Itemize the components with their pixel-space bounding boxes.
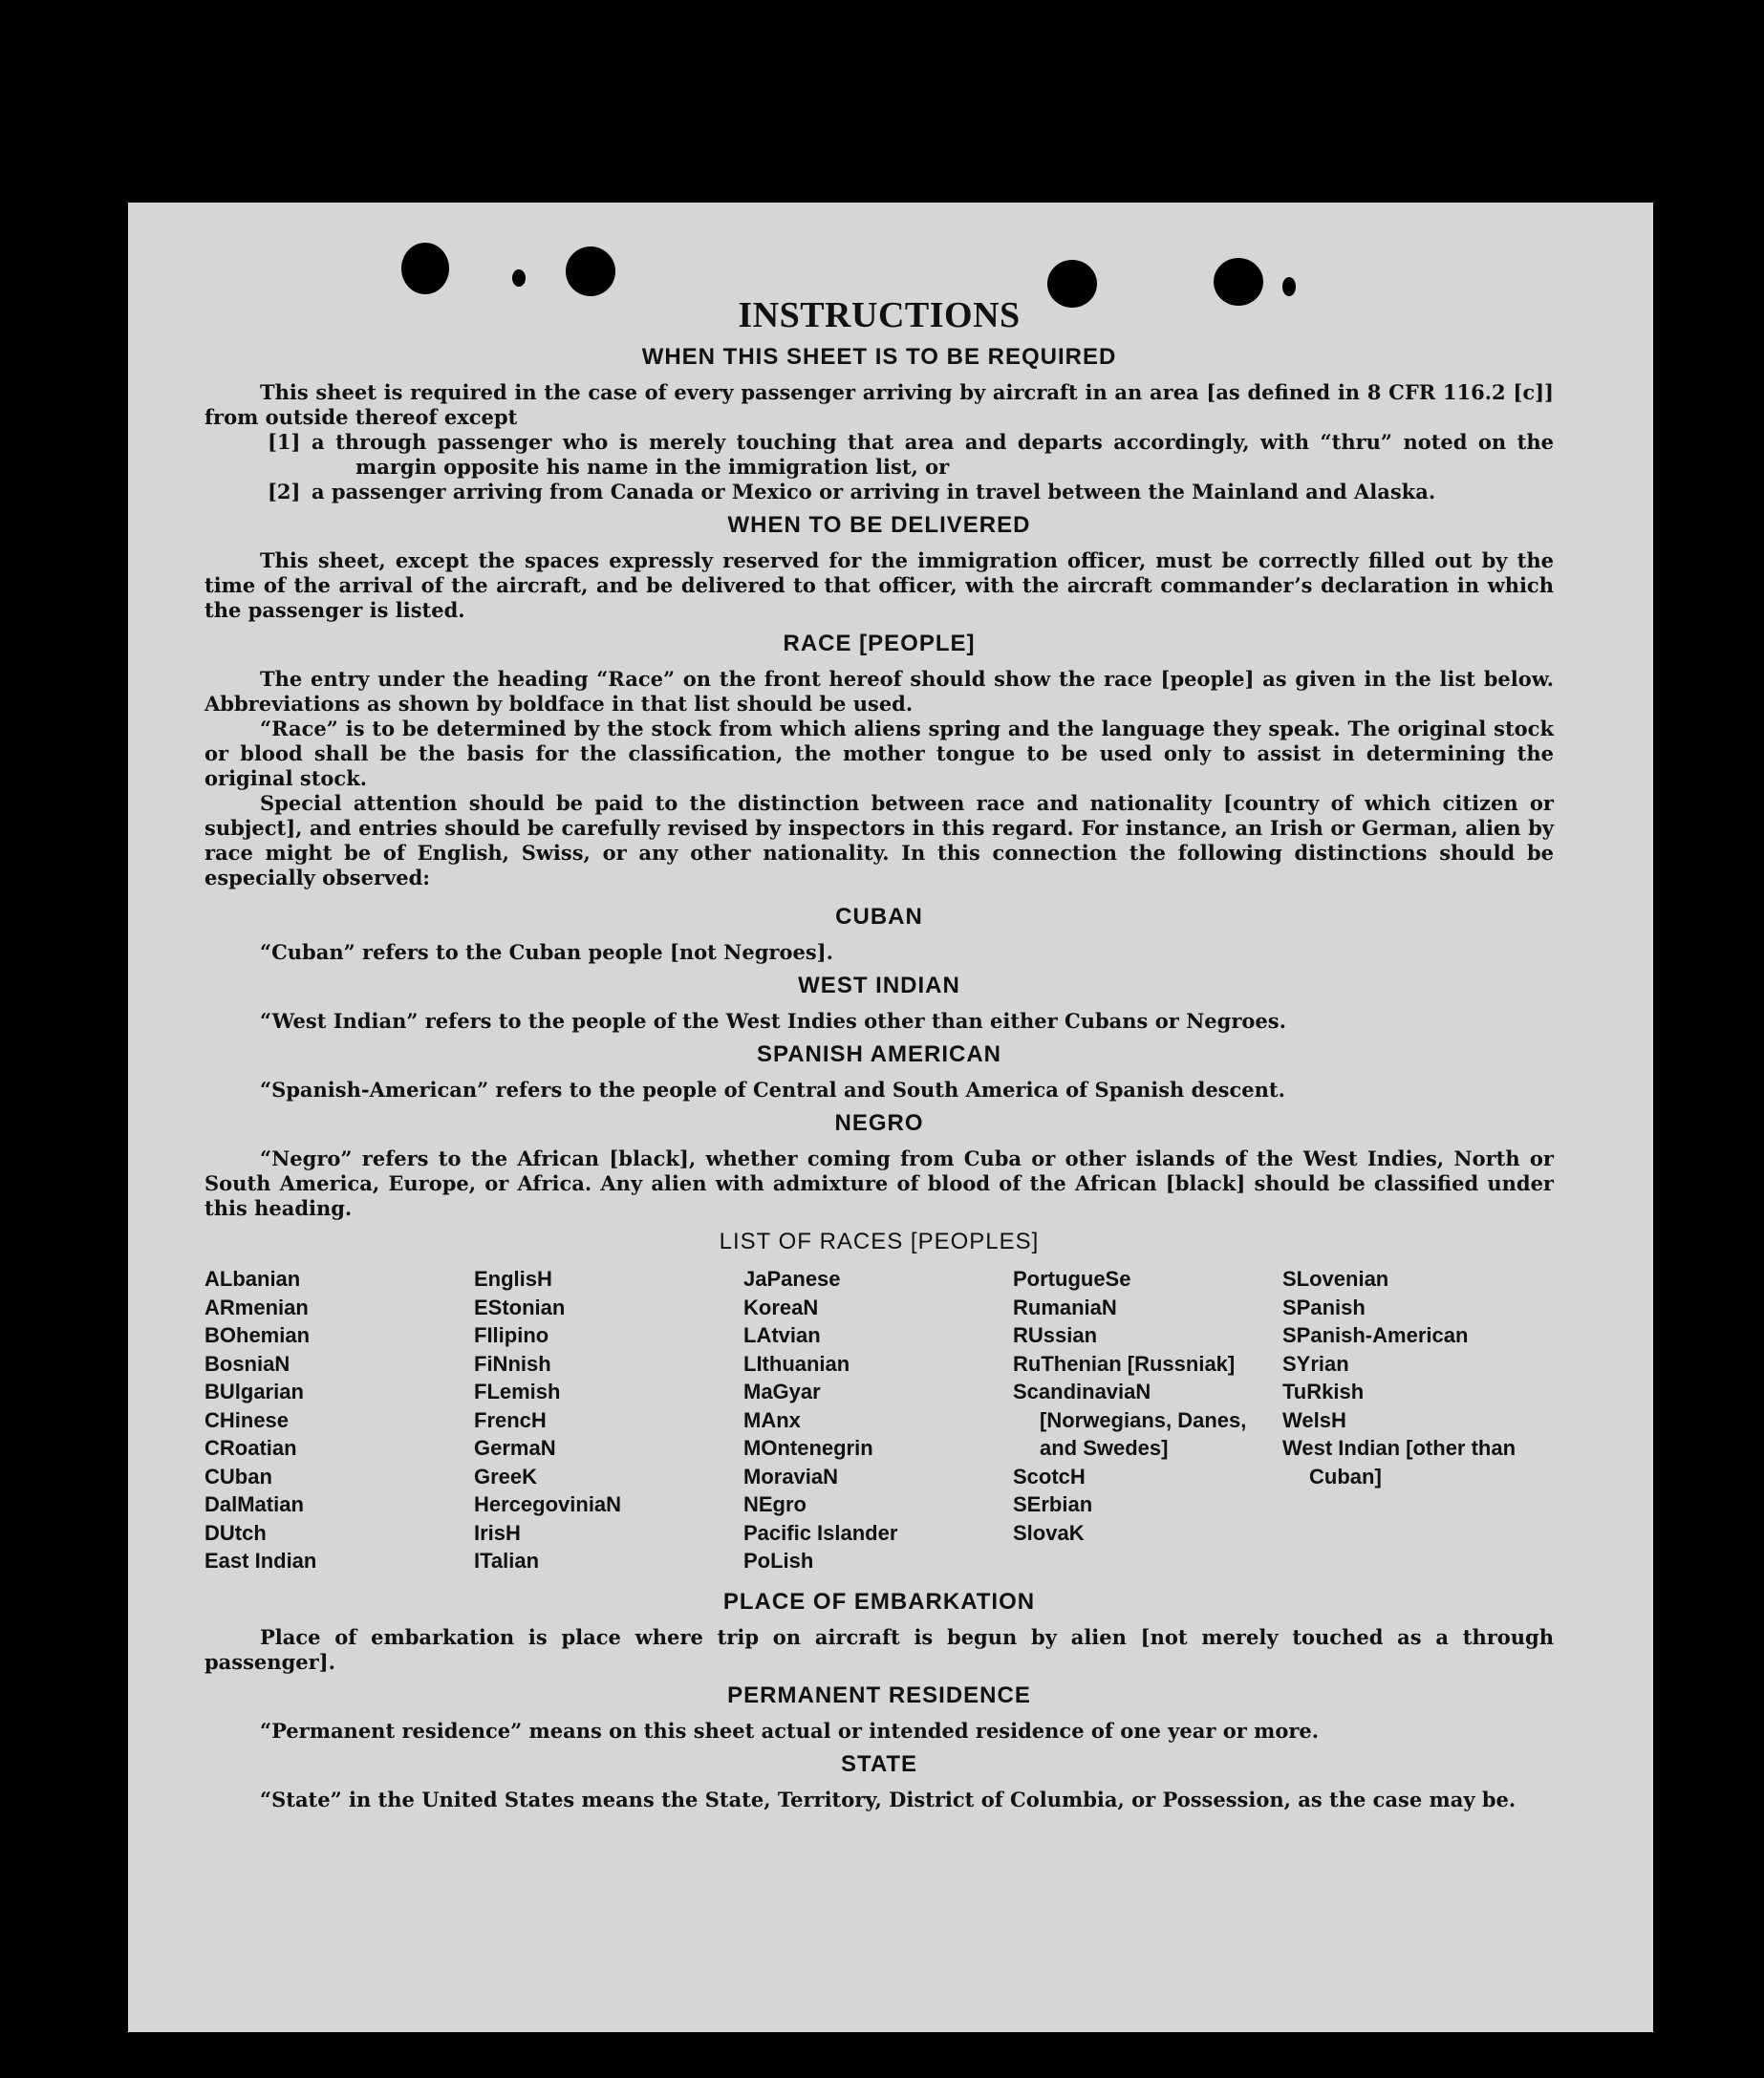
race-item: ScandinaviaN [Norwegians, Danes, and Swedes] (1013, 1380, 1247, 1460)
race-item: EStonian (474, 1295, 566, 1319)
page-title: INSTRUCTIONS (738, 295, 1021, 335)
race-item: West Indian [other than Cuban] (1282, 1436, 1517, 1489)
race-item: SLovenian (1282, 1267, 1389, 1291)
race-list (204, 1265, 1554, 1575)
race-item: EnglisH (474, 1267, 552, 1291)
race-item: RuThenian [Russniak] (1013, 1351, 1236, 1376)
race-item: SPanish-American (1282, 1323, 1469, 1347)
race-item: FiNnish (474, 1351, 551, 1376)
paragraph: “State” in the United States means the State, Territory, District of Columbia, or Possession, as the case may be. (260, 1787, 1517, 1811)
race-item: FIlipino (474, 1323, 549, 1347)
section-heading: PERMANENT RESIDENCE (727, 1682, 1031, 1708)
section-heading: WHEN THIS SHEET IS TO BE REQUIRED (641, 344, 1117, 370)
race-item: ITalian (474, 1549, 540, 1573)
race-item: DUtch (204, 1520, 267, 1545)
paragraph: “Permanent residence” means on this sheet actual or intended residence of one year or more. (260, 1718, 1320, 1743)
race-column (743, 1265, 1013, 1575)
race-item: BosniaN (204, 1351, 290, 1376)
section-heading: SPANISH AMERICAN (756, 1041, 1001, 1067)
race-item: FrencH (474, 1407, 547, 1432)
instructions-content (204, 294, 1554, 1812)
paragraph: “Negro” refers to the African [black], whether coming from Cuba or other islands of the West Indies, North or South America, Europe, or Africa. Any alien with admixture of blood of the African [black] should be classified under this heading. (204, 1146, 1554, 1220)
paragraph: “Race” is to be determined by the stock from which aliens spring and the language they speak. The original stock or blood shall be the basis for the classification, the mother tongue to be used only to assist in determining the original stock. (204, 717, 1554, 790)
punch-hole (566, 246, 615, 296)
item-text: a passenger arriving from Canada or Mexico or arriving in travel between the Mainland and Alaska. (312, 480, 1436, 503)
section-heading: LIST OF RACES [PEOPLES] (719, 1229, 1040, 1254)
race-item: PoLish (743, 1549, 814, 1573)
punch-hole (401, 243, 449, 294)
race-item: KoreaN (743, 1295, 819, 1319)
section-heading: NEGRO (834, 1110, 924, 1136)
race-item: SlovaK (1013, 1520, 1085, 1545)
section-heading: RACE [PEOPLE] (783, 631, 976, 656)
race-column (1282, 1265, 1552, 1575)
race-item: JaPanese (743, 1267, 841, 1291)
race-item: RUssian (1013, 1323, 1098, 1347)
race-item: ARmenian (204, 1295, 309, 1319)
race-column (474, 1265, 743, 1575)
race-item: HercegoviniaN (474, 1492, 622, 1516)
race-item: LAtvian (743, 1323, 821, 1347)
race-item: LIthuanian (743, 1351, 850, 1376)
race-item: SErbian (1013, 1492, 1093, 1516)
race-column (1013, 1265, 1282, 1575)
paragraph: “Cuban” refers to the Cuban people [not Negroes]. (260, 940, 833, 964)
race-item: GermaN (474, 1436, 556, 1460)
race-item: ScotcH (1013, 1464, 1086, 1489)
section-heading: CUBAN (835, 904, 923, 930)
paragraph: This sheet, except the spaces expressly reserved for the immigration officer, must be correctly filled out by the time of the arrival of the aircraft, and be delivered to that officer, with the aircraft commander’s declaration in which the passenger is listed. (204, 548, 1554, 622)
item-number: [1] (268, 430, 301, 454)
paragraph: This sheet is required in the case of every passenger arriving by aircraft in an area [as defined in 8 CFR 116.2 [c]] from outside thereof except (204, 380, 1554, 429)
race-item: CHinese (204, 1407, 290, 1432)
race-item: Pacific Islander (743, 1520, 898, 1545)
list-item (268, 480, 1554, 504)
race-item: NEgro (743, 1492, 807, 1516)
paragraph: “Spanish-American” refers to the people of Central and South America of Spanish descent. (260, 1078, 1285, 1102)
section-heading: WHEN TO BE DELIVERED (727, 512, 1031, 538)
race-item: BUlgarian (204, 1380, 304, 1403)
race-item: MoraviaN (743, 1464, 839, 1489)
list-item (268, 430, 1554, 480)
section-heading: PLACE OF EMBARKATION (722, 1588, 1036, 1615)
race-item: MaGyar (743, 1380, 821, 1403)
item-text: a through passenger who is merely touching that area and departs accordingly, with “thru” noted on the margin opposite his name in the immigration list, or (312, 430, 1554, 479)
section-heading: STATE (840, 1750, 918, 1777)
race-item: MAnx (743, 1407, 801, 1432)
race-item: BOhemian (204, 1323, 311, 1347)
race-item: SPanish (1282, 1295, 1366, 1319)
race-item: SYrian (1282, 1351, 1349, 1376)
race-column (204, 1265, 474, 1575)
race-item: PortugueSe (1013, 1267, 1131, 1291)
race-item: WelsH (1282, 1407, 1346, 1432)
race-item: East Indian (204, 1549, 317, 1573)
race-item: FLemish (474, 1380, 561, 1403)
paragraph: “West Indian” refers to the people of the West Indies other than either Cubans or Negroes. (260, 1009, 1286, 1033)
paragraph: The entry under the heading “Race” on the front hereof should show the race [people] as given in the list below. Abbreviations as shown by boldface in that list should be used. (204, 667, 1554, 716)
race-item: ALbanian (204, 1267, 301, 1291)
item-number: [2] (268, 480, 301, 503)
paragraph: Place of embarkation is place where trip on aircraft is begun by alien [not merely touched as a through passenger]. (204, 1624, 1554, 1674)
race-item: MOntenegrin (743, 1436, 873, 1460)
punch-hole (512, 269, 526, 287)
race-item: DalMatian (204, 1492, 304, 1516)
section-heading: WEST INDIAN (798, 973, 960, 998)
race-item: RumaniaN (1013, 1295, 1117, 1319)
paragraph: Special attention should be paid to the distinction between race and nationality [country of which citizen or subject], and entries should be carefully revised by inspectors in this regard. For instance, an Irish or German, alien by race might be of English, Swiss, or any other nationality. In this connection the following distinctions should be especially observed: (204, 791, 1554, 889)
document-sheet (128, 203, 1653, 2032)
punch-hole (1282, 277, 1296, 296)
race-item: GreeK (474, 1464, 538, 1489)
race-item: CRoatian (204, 1436, 297, 1460)
race-item: IrisH (474, 1520, 521, 1545)
race-item: CUban (204, 1464, 272, 1489)
race-item: TuRkish (1282, 1380, 1365, 1403)
